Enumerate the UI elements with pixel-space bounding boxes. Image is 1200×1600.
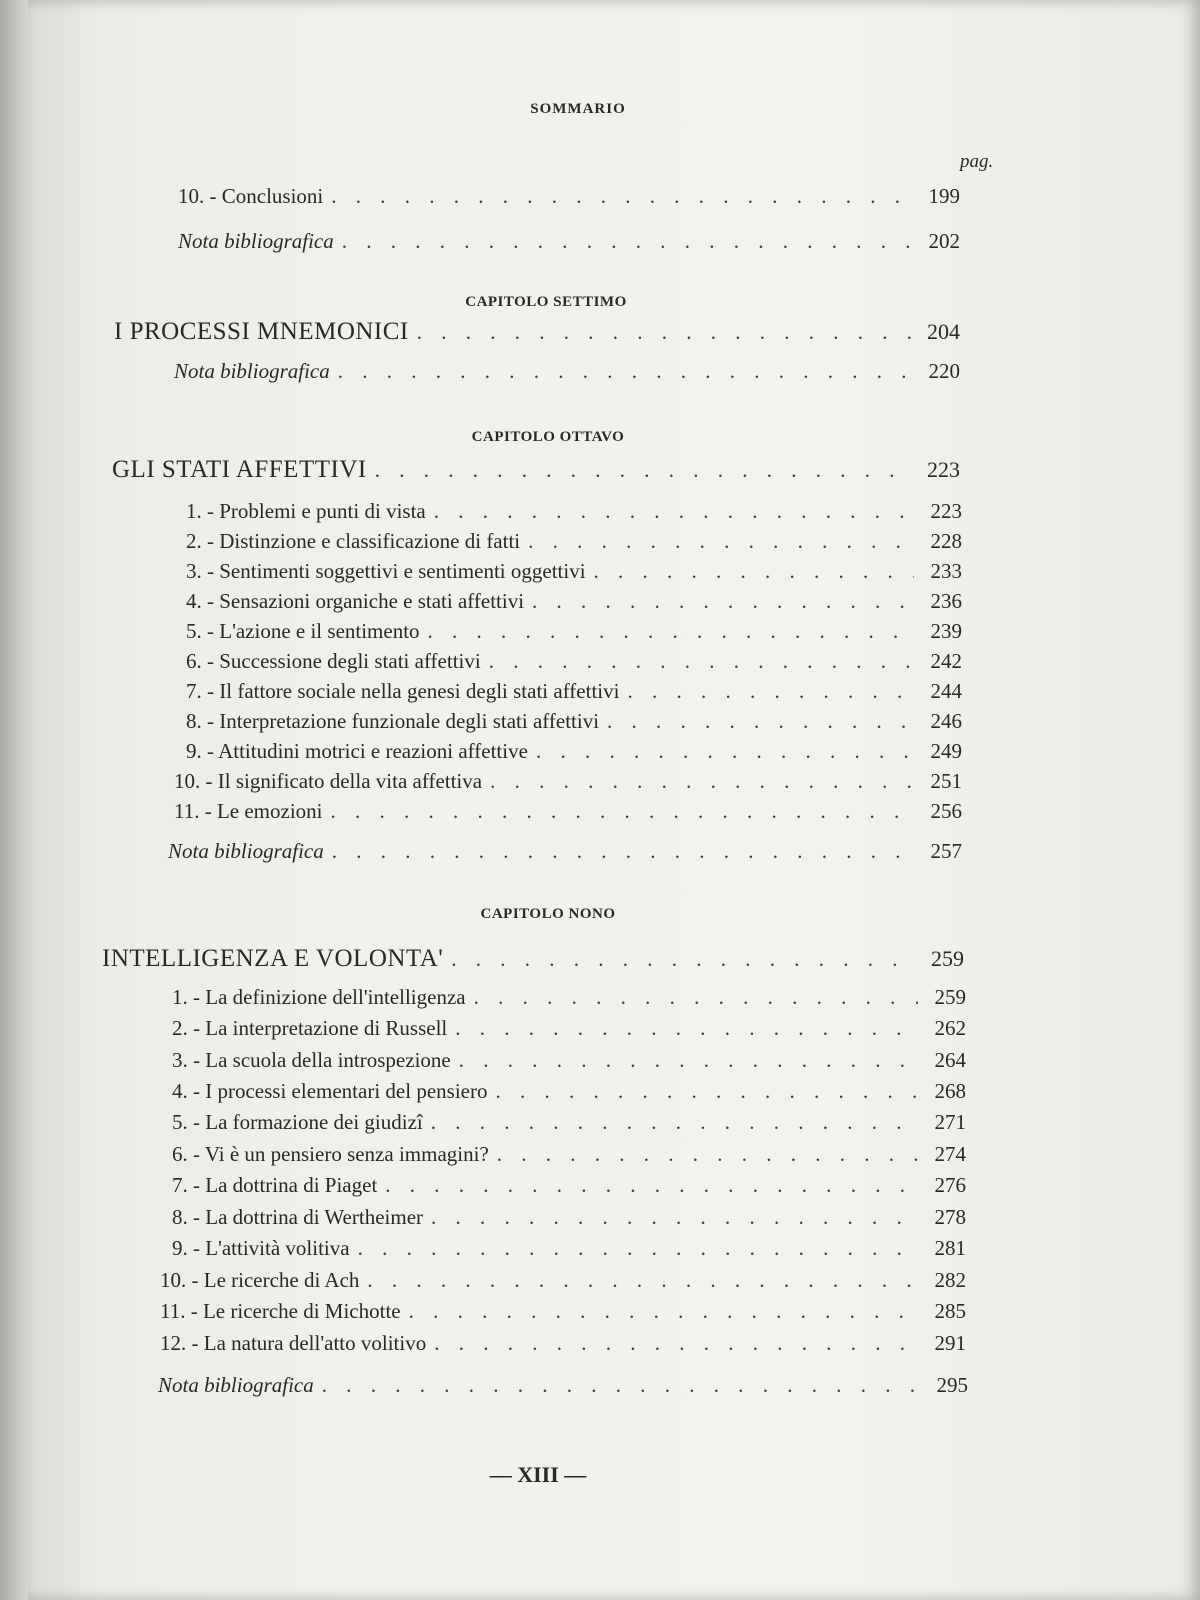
toc-entry-label: 10. - Le ricerche di Ach [160, 1268, 360, 1292]
leader-dots [332, 839, 914, 864]
page-column-label: pag. [960, 151, 994, 172]
toc-entry-label: 7. - La dottrina di Piaget [172, 1173, 378, 1197]
leader-dots [331, 184, 912, 209]
toc-entry-label: 1. - Problemi e punti di vista [186, 499, 426, 523]
toc-entry-page: 199 [928, 184, 960, 208]
toc-entry-label: 2. - La interpretazione di Russell [172, 1016, 448, 1040]
leader-dots [528, 529, 914, 554]
leader-dots [409, 1299, 918, 1324]
toc-entry-label: 9. - Attitudini motrici e reazioni affettive [186, 739, 528, 763]
toc-entry-page: 233 [930, 559, 962, 583]
toc-entry-page: 239 [930, 619, 962, 643]
leader-dots [375, 458, 912, 483]
toc-entry [172, 1142, 966, 1167]
toc-entry [178, 184, 960, 209]
toc-entry-label: 12. - La natura dell'atto volitivo [160, 1331, 427, 1355]
leader-dots [428, 619, 914, 644]
toc-entry-label: 5. - L'azione e il sentimento [186, 619, 420, 643]
chapter-title: GLI STATI AFFETTIVI [112, 456, 367, 483]
toc-nota-entry [174, 359, 960, 384]
toc-entry-label: 6. - Successione degli stati affettivi [186, 649, 481, 673]
chapter-title-entry [114, 318, 960, 346]
toc-entry [172, 985, 966, 1010]
chapter-title-entry [102, 945, 964, 973]
toc-entry [186, 739, 962, 764]
toc-entry [172, 1173, 966, 1198]
toc-entry [186, 649, 962, 674]
toc-entry-page: 276 [934, 1173, 966, 1197]
leader-dots [495, 1079, 918, 1104]
leader-dots [342, 229, 912, 254]
page-header: SOMMARIO [530, 101, 626, 117]
leader-dots [434, 1331, 918, 1356]
toc-entry-page: 291 [934, 1331, 966, 1355]
toc-entry-label: 1. - La definizione dell'intelligenza [172, 985, 466, 1009]
toc-entry-page: 281 [934, 1236, 966, 1260]
toc-entry-page: 257 [930, 839, 962, 863]
toc-entry-page: 264 [934, 1048, 966, 1072]
toc-entry [186, 619, 962, 644]
toc-entry [172, 1079, 966, 1104]
toc-entry-label: 3. - Sentimenti soggettivi e sentimenti oggettivi [186, 559, 586, 583]
toc-entry-page: 285 [934, 1299, 966, 1323]
toc-entry-label: 7. - Il fattore sociale nella genesi degli stati affettivi [186, 679, 620, 703]
toc-entry-label: 2. - Distinzione e classificazione di fatti [186, 529, 521, 553]
toc-entry [186, 589, 962, 614]
toc-entry-page: 282 [934, 1268, 966, 1292]
toc-nota-entry [158, 1373, 968, 1398]
toc-entry-label: Nota bibliografica [178, 229, 334, 253]
toc-entry-label: 3. - La scuola della introspezione [172, 1048, 451, 1072]
leader-dots [338, 359, 912, 384]
toc-entry [186, 499, 962, 524]
toc-entry-label: 9. - L'attività volitiva [172, 1236, 350, 1260]
toc-entry [186, 559, 962, 584]
toc-entry-page: 256 [930, 799, 962, 823]
toc-entry [186, 529, 962, 554]
leader-dots [431, 1110, 918, 1135]
leader-dots [459, 1048, 918, 1073]
toc-entry [174, 769, 962, 794]
toc-entry-label: 10. - Conclusioni [178, 184, 324, 208]
toc-entry [186, 709, 962, 734]
toc-nota-entry [168, 839, 962, 864]
leader-dots [385, 1173, 918, 1198]
toc-entry-page: 271 [934, 1110, 966, 1134]
leader-dots [474, 985, 918, 1010]
toc-entry-label: 5. - La formazione dei giudizî [172, 1110, 423, 1134]
toc-entry-page: 223 [927, 457, 960, 482]
book-page [28, 0, 1200, 1600]
chapter-title: INTELLIGENZA E VOLONTA' [102, 945, 444, 972]
toc-entry-label: 10. - Il significato della vita affettiva [174, 769, 483, 793]
toc-entry-page: 259 [934, 985, 966, 1009]
toc-entry-page: 262 [934, 1016, 966, 1040]
chapter-heading: CAPITOLO NONO [480, 906, 616, 922]
leader-dots [431, 1205, 918, 1230]
leader-dots [627, 679, 914, 704]
toc-entry-page: 204 [927, 319, 960, 344]
toc-entry [174, 799, 962, 824]
leader-dots [331, 799, 914, 824]
toc-entry [172, 1205, 966, 1230]
toc-entry-page: 242 [930, 649, 962, 673]
toc-entry-label: 6. - Vi è un pensiero senza immagini? [172, 1142, 489, 1166]
toc-entry-page: 223 [930, 499, 962, 523]
leader-dots [455, 1016, 918, 1041]
leader-dots [497, 1142, 918, 1167]
toc-entry [160, 1299, 966, 1324]
leader-dots [536, 739, 914, 764]
toc-entry-label: 11. - Le ricerche di Michotte [160, 1299, 401, 1323]
toc-entry-page: 251 [930, 769, 962, 793]
toc-entry-page: 259 [931, 946, 964, 971]
toc-entry-page: 274 [934, 1142, 966, 1166]
page-number-footer: — XIII — [489, 1462, 587, 1487]
chapter-title-entry [112, 456, 960, 484]
toc-entry [160, 1331, 966, 1356]
toc-entry-page: 249 [930, 739, 962, 763]
leader-dots [451, 947, 916, 972]
leader-dots [489, 649, 914, 674]
toc-entry [172, 1048, 966, 1073]
leader-dots [358, 1236, 918, 1261]
toc-entry-label: Nota bibliografica [158, 1373, 314, 1397]
toc-entry [172, 1236, 966, 1261]
toc-entry-page: 220 [928, 359, 960, 383]
toc-entry-page: 236 [930, 589, 962, 613]
toc-entry-page: 228 [930, 529, 962, 553]
chapter-heading: CAPITOLO OTTAVO [471, 429, 625, 445]
toc-entry-label: Nota bibliografica [174, 359, 330, 383]
leader-dots [607, 709, 914, 734]
toc-entry [186, 679, 962, 704]
leader-dots [532, 589, 914, 614]
leader-dots [417, 320, 912, 345]
toc-entry [172, 1016, 966, 1041]
toc-entry-label: 4. - Sensazioni organiche e stati affettivi [186, 589, 525, 613]
leader-dots [434, 499, 914, 524]
leader-dots [367, 1268, 918, 1293]
toc-entry-label: 4. - I processi elementari del pensiero [172, 1079, 488, 1103]
toc-entry-label: 11. - Le emozioni [174, 799, 323, 823]
leader-dots [322, 1373, 920, 1398]
toc-entry [172, 1110, 966, 1135]
toc-entry-label: 8. - Interpretazione funzionale degli stati affettivi [186, 709, 600, 733]
chapter-title: I PROCESSI MNEMONICI [114, 318, 409, 345]
toc-entry-page: 278 [934, 1205, 966, 1229]
toc-entry-page: 295 [936, 1373, 968, 1397]
toc-entry-page: 246 [930, 709, 962, 733]
toc-entry-label: 8. - La dottrina di Wertheimer [172, 1205, 424, 1229]
book-gutter [0, 0, 30, 1600]
toc-entry [160, 1268, 966, 1293]
toc-nota-entry [178, 229, 960, 254]
toc-entry-label: Nota bibliografica [168, 839, 324, 863]
leader-dots [594, 559, 914, 584]
chapter-heading: CAPITOLO SETTIMO [465, 294, 627, 310]
toc-entry-page: 268 [934, 1079, 966, 1103]
toc-entry-page: 244 [930, 679, 962, 703]
toc-entry-page: 202 [928, 229, 960, 253]
leader-dots [490, 769, 914, 794]
